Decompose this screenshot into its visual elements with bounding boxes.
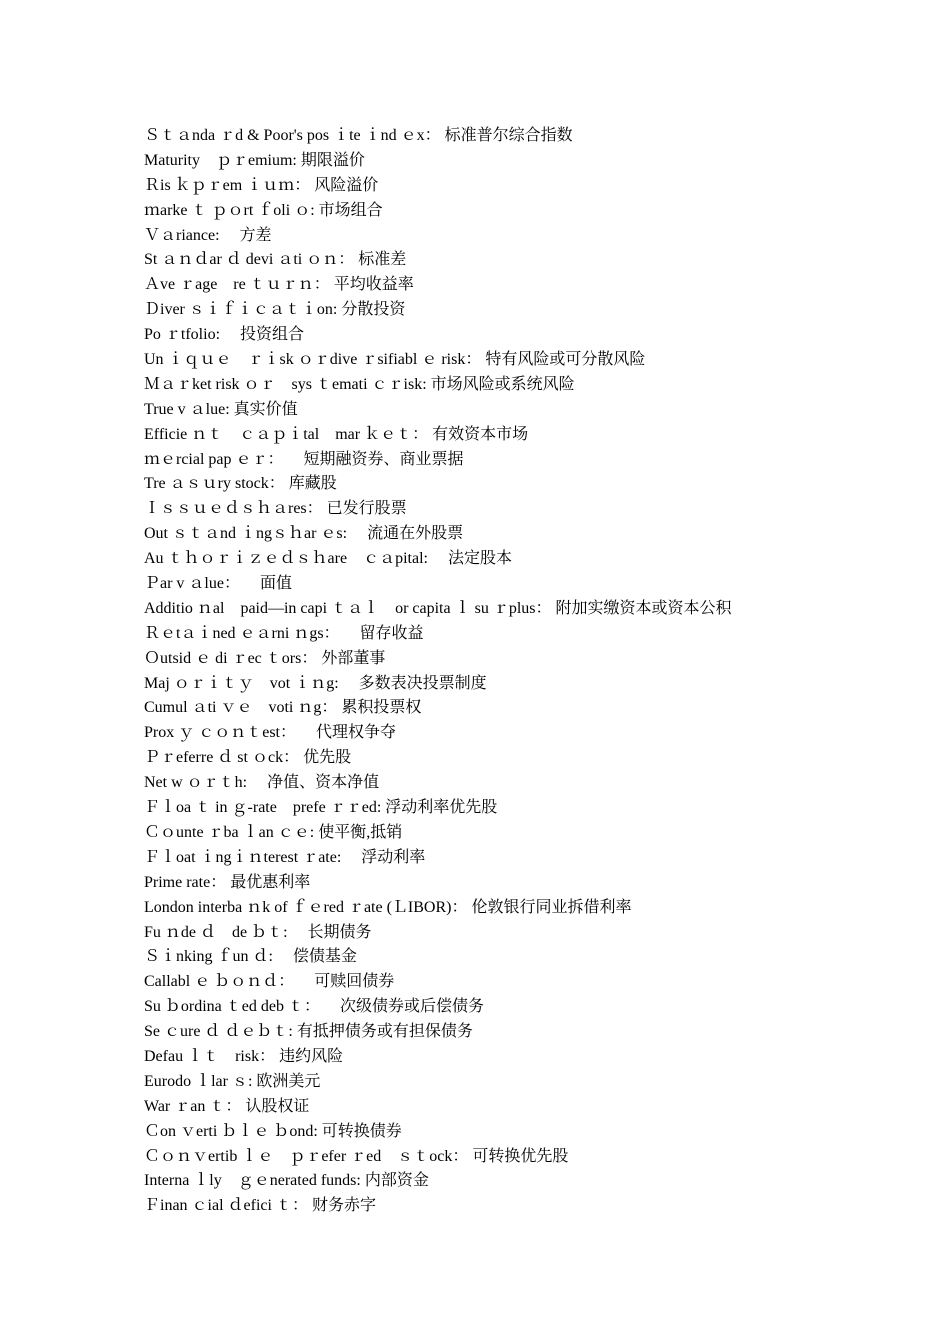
- glossary-entry: Ｄiver ｓｉｆｉｃａｔｉon: 分散投资: [144, 301, 406, 319]
- glossary-entry: Ｒis ｋｐｒem ｉｕｍ： 风险溢价: [144, 176, 379, 194]
- glossary-entry: Se ｃure ｄ ｄｅｂｔ: 有抵押债务或有担保债务: [144, 1023, 473, 1041]
- glossary-entry: Tre ａｓｕry stock： 库藏股: [144, 475, 337, 493]
- glossary-entry: Fu ｎde ｄ de ｂｔ: 长期债务: [144, 923, 372, 941]
- glossary-list: [144, 124, 904, 1219]
- glossary-entry: Ｓｉnking ｆun ｄ: 偿债基金: [144, 948, 357, 966]
- glossary-entry: Po ｒtfolio: 投资组合: [144, 326, 305, 344]
- glossary-entry: Prime rate： 最优惠利率: [144, 873, 311, 891]
- glossary-entry: Ｒｅtａｉned ｅａrni ｎgs： 留存收益: [144, 624, 424, 642]
- glossary-entry: Ａve ｒage re ｔｕｒｎ： 平均收益率: [144, 276, 414, 294]
- glossary-entry: ｍarke ｔ ｐｏrt ｆoli ｏ: 市场组合: [144, 201, 383, 219]
- glossary-entry: Ｏutsid ｅ di ｒec ｔors： 外部董事: [144, 649, 386, 667]
- glossary-entry: Maturity ｐｒemium: 期限溢价: [144, 151, 365, 169]
- glossary-entry: Ｃon ｖerti ｂｌｅ ｂond: 可转换债券: [144, 1122, 402, 1140]
- glossary-entry: Ｉｓｓｕｅｄｓｈａres： 已发行股票: [144, 500, 407, 518]
- glossary-entry: Ｐｒeferre ｄ st ｏck： 优先股: [144, 749, 352, 767]
- glossary-entry: True v ａlue: 真实价值: [144, 400, 298, 418]
- glossary-entry: Ｆｌoa ｔ in ｇ-rate prefe ｒｒed: 浮动利率优先股: [144, 799, 498, 817]
- glossary-entry: St ａｎｄar ｄ devi ａti ｏｎ： 标准差: [144, 251, 407, 269]
- glossary-entry: Callabl ｅ ｂｏｎｄ： 可赎回债券: [144, 973, 395, 991]
- glossary-entry: Eurodo ｌlar ｓ: 欧洲美元: [144, 1072, 321, 1090]
- glossary-entry: Su ｂordina ｔed deb ｔ： 次级债券或后偿债务: [144, 998, 484, 1016]
- glossary-entry: ｍｅrcial pap ｅｒ： 短期融资券、商业票据: [144, 450, 464, 468]
- glossary-entry: Out ｓｔａnd ｉngｓｈar ｅs: 流通在外股票: [144, 525, 464, 543]
- glossary-entry: Prox ｙ ｃｏｎｔest： 代理权争夺: [144, 724, 397, 742]
- glossary-entry: Ｐar v ａlue： 面值: [144, 575, 292, 593]
- glossary-entry: Defau ｌｔ risk： 违约风险: [144, 1047, 344, 1065]
- glossary-entry: Ｍａｒket risk ｏｒ sys ｔemati ｃｒisk: 市场风险或系统风险: [144, 375, 575, 393]
- glossary-entry: Ｆｌoat ｉngｉｎterest ｒate: 浮动利率: [144, 848, 426, 866]
- glossary-entry: Additio ｎal paid—in capi ｔａｌ or capita ｌ su ｒplus： 附加实缴资本或资本公积: [144, 599, 732, 617]
- glossary-entry: Cumul ａti ｖｅ voti ｎg： 累积投票权: [144, 699, 422, 717]
- glossary-entry: Maj ｏｒｉｔｙ vot ｉｎg: 多数表决投票制度: [144, 674, 487, 692]
- glossary-entry: Ｃｏunte ｒba ｌan ｃｅ: 使平衡,抵销: [144, 823, 403, 841]
- glossary-entry: Un ｉｑｕｅ ｒｉsk ｏｒdive ｒsifiabl ｅ risk： 特有风险或可分散风险: [144, 351, 646, 369]
- glossary-entry: War ｒan ｔ： 认股权证: [144, 1097, 310, 1115]
- glossary-entry: Ｖａriance: 方差: [144, 226, 272, 244]
- glossary-entry: Ｆinan ｃial ｄefici ｔ： 财务赤字: [144, 1197, 376, 1215]
- glossary-entry: Ｃｏｎｖertib ｌｅ ｐｒefer ｒed ｓｔock： 可转换优先股: [144, 1147, 569, 1165]
- glossary-entry: Ｓｔａnda ｒd & Poor's pos ｉte ｉnd ｅx： 标准普尔综合指数: [144, 127, 573, 144]
- glossary-entry: Au ｔｈｏｒｉｚｅｄｓｈare ｃａpital: 法定股本: [144, 550, 512, 568]
- glossary-entry: London interba ｎk of ｆｅred ｒate (ＬIBOR)： 伦敦银行同业拆借利率: [144, 898, 632, 916]
- glossary-entry: Net w ｏｒｔh: 净值、资本净值: [144, 774, 380, 792]
- glossary-entry: Efficie ｎｔ ｃａｐｉtal mar ｋｅｔ： 有效资本市场: [144, 425, 529, 443]
- glossary-entry: Interna ｌly ｇｅnerated funds: 内部资金: [144, 1172, 429, 1190]
